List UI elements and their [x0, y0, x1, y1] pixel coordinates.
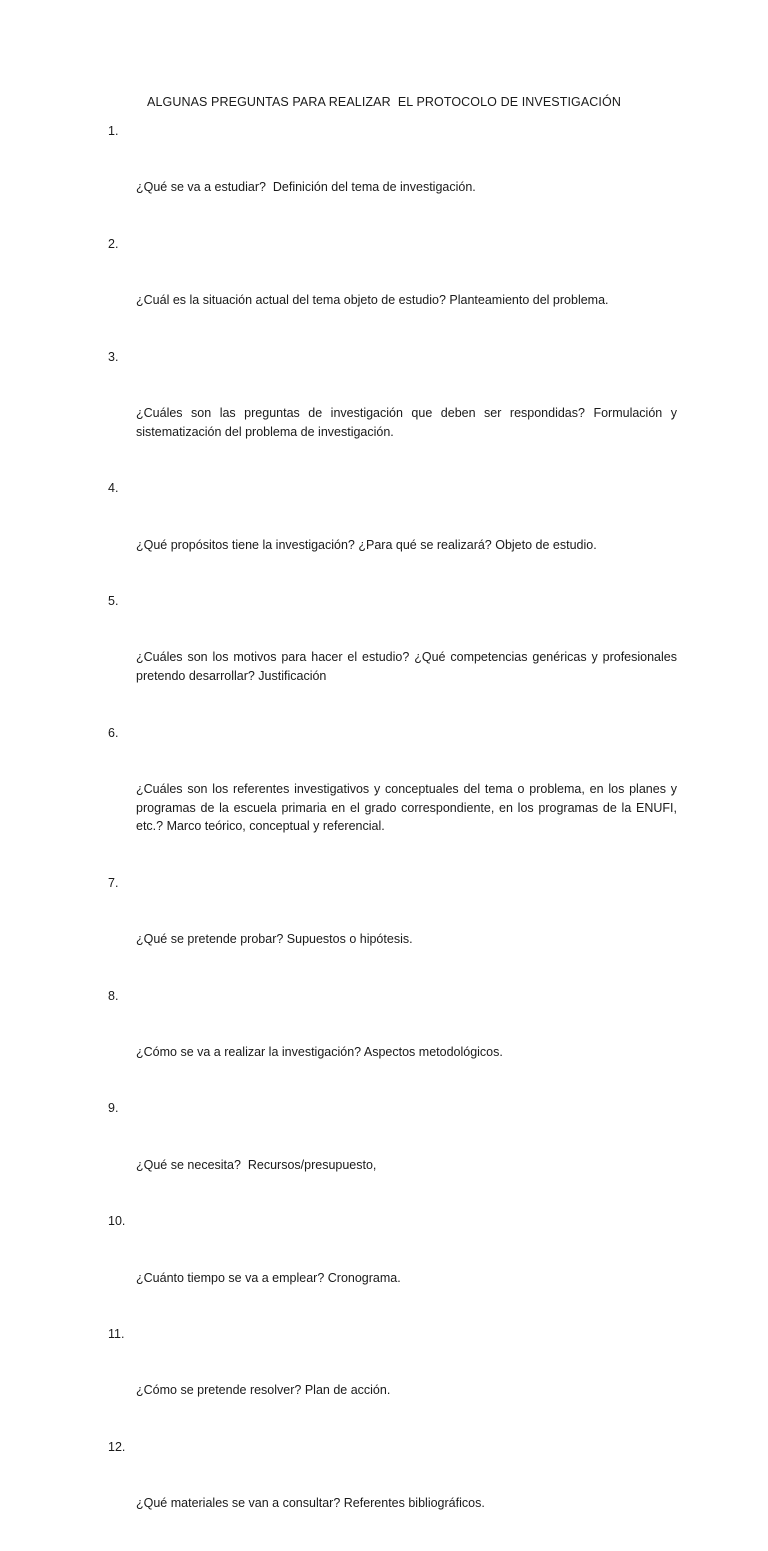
question-item-3 [108, 348, 681, 480]
question-item-1 [108, 122, 677, 235]
question-list [108, 122, 681, 1551]
question-number: 2. [108, 236, 119, 251]
question-item-12 [108, 1438, 677, 1551]
question-text: ¿Cuáles son los motivos para hacer el estudio? ¿Qué competencias genéricas y profesionales pretendo desarrollar? Justificación [136, 650, 681, 684]
question-text: ¿Cuáles son los referentes investigativos y conceptuales del tema o problema, en los planes y programas de la escuela primaria en el grado correspondiente, en los programas de la ENUFI, etc.? Marco teórico, conceptual y referencial. [136, 781, 681, 834]
question-item-10 [108, 1212, 677, 1325]
question-number: 12. [108, 1439, 126, 1454]
question-item-11 [108, 1325, 677, 1438]
question-text: ¿Cómo se pretende resolver? Plan de acción. [136, 1383, 391, 1398]
question-number: 11. [108, 1327, 125, 1341]
question-number: 3. [108, 349, 119, 364]
question-number: 4. [108, 481, 119, 496]
question-number: 6. [108, 725, 119, 740]
question-text: ¿Cómo se va a realizar la investigación? Aspectos metodológicos. [136, 1045, 503, 1060]
question-text: ¿Qué materiales se van a consultar? Referentes bibliográficos. [136, 1496, 485, 1511]
question-number: 5. [108, 593, 119, 608]
question-number: 1. [108, 124, 119, 138]
document-title: ALGUNAS PREGUNTAS PARA REALIZAR EL PROTOCOLO DE INVESTIGACIÓN [147, 95, 621, 109]
question-text: ¿Cuánto tiempo se va a emplear? Cronograma. [136, 1270, 401, 1285]
question-text: ¿Cuál es la situación actual del tema objeto de estudio? Planteamiento del problema. [136, 293, 609, 308]
question-item-8 [108, 987, 677, 1100]
question-item-2 [108, 235, 677, 348]
question-item-7 [108, 874, 677, 987]
question-number: 7. [108, 875, 119, 890]
question-item-6 [108, 724, 681, 874]
question-item-9 [108, 1099, 677, 1212]
question-item-4 [108, 479, 677, 592]
question-number: 10. [108, 1214, 126, 1229]
question-text: ¿Qué se necesita? Recursos/presupuesto, [136, 1157, 377, 1172]
question-number: 9. [108, 1101, 119, 1116]
question-text: ¿Qué propósitos tiene la investigación? ¿Para qué se realizará? Objeto de estudio. [136, 537, 597, 552]
question-text: ¿Qué se va a estudiar? Definición del tema de investigación. [136, 180, 476, 195]
question-text: ¿Qué se pretende probar? Supuestos o hipótesis. [136, 932, 413, 947]
question-item-5 [108, 592, 681, 724]
question-text: ¿Cuáles son las preguntas de investigación que deben ser respondidas? Formulación y sistematización del problema de investigación. [136, 405, 681, 439]
question-number: 8. [108, 988, 119, 1003]
